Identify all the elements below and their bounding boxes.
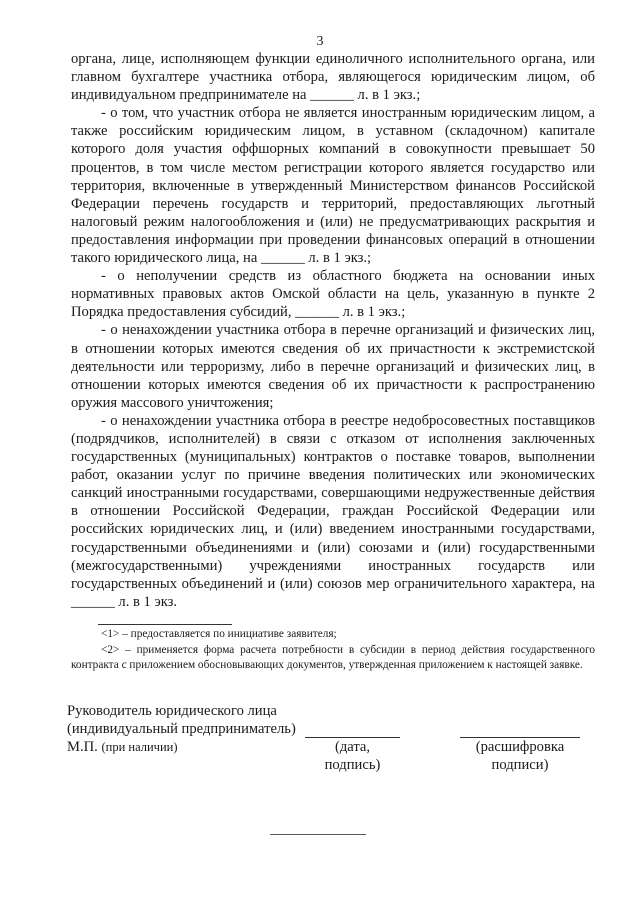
decode-caption-1: (расшифровка [475,739,565,755]
paragraph-terrorism-list: - о ненахождении участника отбора в перечне организаций и физических лиц, в отношении которых имеются сведения об их причастности к экстремистской деятельности или терроризму, либо в перечне организаций и физических лиц, в отношении которых имеются сведения об их причастности к распространению оружия массового уничтожения; [71,322,595,411]
signature-title-line-1: Руководитель юридического лица [67,703,277,719]
stamp-label [67,738,178,756]
body-text [71,50,595,611]
paragraph-no-funds: - о неполучении средств из областного бюджета на основании иных нормативных правовых актов Омской области на цель, указанную в пункте 2 Порядка предоставления субсидий, ______ л. в 1 экз.; [71,268,595,321]
footnote-1: <1> – предоставляется по инициативе заявителя; [101,628,337,640]
paragraph-unfair-suppliers: - о ненахождении участника отбора в реестре недобросовестных поставщиков (подрядчиков, исполнителей) в связи с отказом от исполнения заключенных государственных (муниципальных) контрактов о поставке товаров, выполнении работ, оказании услуг по причине введения политических или экономических санкций иностранными государствами, совершающими недружественные действия в отношении Российской Федерации, граждан Российской Федерации или российских юридических лиц, и (или) введением иностранными государствами, государственными объединениями и (или) союзами и (или) государственными (межгосударственными) учреждениями иностранных государств или государственных объединений и (или) союзов мер ограничительного характера, на ______ л. в 1 экз. [71,412,595,610]
date-caption-2: подпись) [324,757,381,773]
end-of-document-rule [270,834,366,835]
paragraph-offshore: - о том, что участник отбора не является иностранным юридическим лицом, а также российским юридическим лицом, в уставном (складочном) капитале которого доля участия оффшорных компаний в совокупности превышает 50 процентов, в том числе местом регистрации которого является государство или территория, включенные в утвержденный Министерством финансов Российской Федерации перечень государств и территорий, предоставляющих льготный налоговый режим налогообложения и (или) не предусматривающих раскрытия и предоставления информации при проведении финансовых операций в отношении такого юридического лица, на ______ л. в 1 экз.; [71,105,595,267]
decode-caption-2: подписи) [491,757,549,773]
footnote-separator [98,624,232,625]
stamp-mp: М.П. [67,739,98,755]
page-number: 3 [316,34,324,49]
footnotes [71,627,595,674]
paragraph-continuation: органа, лице, исполняющем функции единоличного исполнительного органа, или главном бухгалтере участника отбора, являющегося юридическим лицом, об индивидуальном предпринимателе на ______ л. в 1 экз.; [71,51,595,104]
stamp-note: (при наличии) [101,740,178,754]
footnote-2: <2> – применяется форма расчета потребности в субсидии в период действия государственного контракта с приложением обосновывающих документов, утвержденная приложением к настоящей заявке. [71,643,595,671]
signature-title-line-2: (индивидуальный предприниматель) [67,721,296,737]
date-caption-1: (дата, [334,739,371,755]
